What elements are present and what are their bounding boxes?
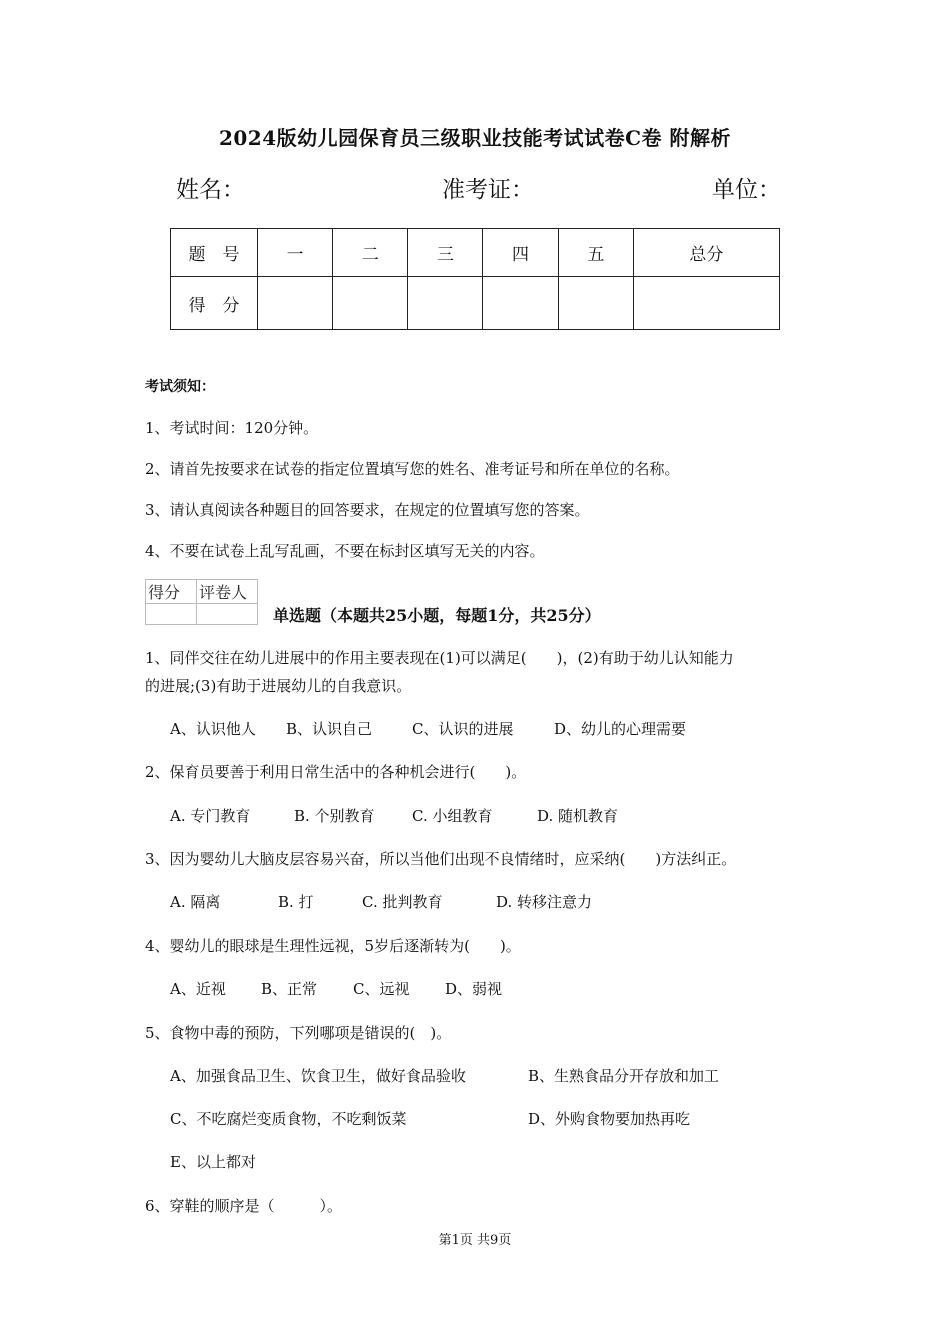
score-cell[interactable] xyxy=(483,277,558,330)
question-option[interactable]: B、生熟食品分开存放和加工 xyxy=(528,1067,720,1085)
notice-heading: 考试须知： xyxy=(145,379,215,395)
score-table-column: 三 xyxy=(408,229,483,277)
question-option[interactable]: D、弱视 xyxy=(445,980,503,998)
question-text: 4、婴幼儿的眼球是生理性远视，5岁后逐渐转为( )。 xyxy=(145,937,521,955)
question-option[interactable]: B. 打 xyxy=(278,893,314,911)
notice-item: 4、不要在试卷上乱写乱画，不要在标封区填写无关的内容。 xyxy=(145,542,545,560)
question-option[interactable]: C、不吃腐烂变质食物，不吃剩饭菜 xyxy=(170,1110,407,1128)
question-option[interactable]: D. 随机教育 xyxy=(537,807,619,825)
question-option[interactable]: B、正常 xyxy=(261,980,318,998)
score-table-column: 总分 xyxy=(633,229,779,277)
question-option[interactable]: B、认识自己 xyxy=(286,720,373,738)
notice-item: 2、请首先按要求在试卷的指定位置填写您的姓名、准考证号和所在单位的名称。 xyxy=(145,460,680,478)
question-option[interactable]: E、以上都对 xyxy=(170,1153,256,1171)
question-text: 6、穿鞋的顺序是（ ）。 xyxy=(145,1197,343,1215)
grader-name-label: 评卷人 xyxy=(197,580,258,604)
question-option[interactable]: A、近视 xyxy=(170,980,226,998)
question-option[interactable]: C、认识的进展 xyxy=(412,720,514,738)
score-table-header-row xyxy=(171,229,780,277)
section-title: 单选题（本题共25小题，每题1分，共25分） xyxy=(273,606,601,625)
grader-box xyxy=(145,579,258,625)
question-option[interactable]: D、幼儿的心理需要 xyxy=(554,720,687,738)
score-table xyxy=(170,228,780,330)
score-cell[interactable] xyxy=(408,277,483,330)
score-table-score-row xyxy=(171,277,780,330)
page-title: 2024版幼儿园保育员三级职业技能考试试卷C卷 附解析 xyxy=(218,126,732,150)
question-option[interactable]: C. 批判教育 xyxy=(362,893,443,911)
grader-score-label: 得分 xyxy=(146,580,197,604)
question-option[interactable]: A、认识他人 xyxy=(170,720,256,738)
question-text: 2、保育员要善于利用日常生活中的各种机会进行( )。 xyxy=(145,763,527,781)
question-option[interactable]: A. 专门教育 xyxy=(170,807,251,825)
question-option[interactable]: A. 隔离 xyxy=(170,893,221,911)
score-cell[interactable] xyxy=(558,277,633,330)
score-table-column: 四 xyxy=(483,229,558,277)
score-table-column: 二 xyxy=(333,229,408,277)
score-table-row-label: 得 分 xyxy=(171,277,258,330)
score-table-column: 一 xyxy=(258,229,333,277)
unit-field-label: 单位： xyxy=(712,177,781,203)
score-table-column: 五 xyxy=(558,229,633,277)
question-text: 的进展;(3)有助于进展幼儿的自我意识。 xyxy=(145,677,412,695)
question-option[interactable]: D. 转移注意力 xyxy=(496,893,593,911)
page-footer: 第1页 共9页 xyxy=(438,1233,512,1248)
question-text: 5、食物中毒的预防，下列哪项是错误的( )。 xyxy=(145,1024,452,1042)
notice-item: 3、请认真阅读各种题目的回答要求，在规定的位置填写您的答案。 xyxy=(145,501,590,519)
question-option[interactable]: B. 个别教育 xyxy=(294,807,375,825)
name-field-label: 姓名： xyxy=(176,177,245,203)
question-option[interactable]: C、远视 xyxy=(353,980,410,998)
question-option[interactable]: A、加强食品卫生、饮食卫生，做好食品验收 xyxy=(170,1067,466,1085)
question-text: 1、同伴交往在幼儿进展中的作用主要表现在(1)可以满足( )，(2)有助于幼儿认知能力 xyxy=(145,649,734,667)
grader-name-cell[interactable] xyxy=(197,604,258,625)
score-cell[interactable] xyxy=(333,277,408,330)
notice-item: 1、考试时间：120分钟。 xyxy=(145,419,319,437)
exam-number-field-label: 准考证： xyxy=(442,177,534,203)
question-option[interactable]: D、外购食物要加热再吃 xyxy=(528,1110,691,1128)
grader-score-cell[interactable] xyxy=(146,604,197,625)
score-cell[interactable] xyxy=(633,277,779,330)
question-option[interactable]: C. 小组教育 xyxy=(412,807,493,825)
score-table-row-label: 题 号 xyxy=(171,229,258,277)
question-text: 3、因为婴幼儿大脑皮层容易兴奋，所以当他们出现不良情绪时，应采纳( )方法纠正。 xyxy=(145,850,737,868)
score-cell[interactable] xyxy=(258,277,333,330)
